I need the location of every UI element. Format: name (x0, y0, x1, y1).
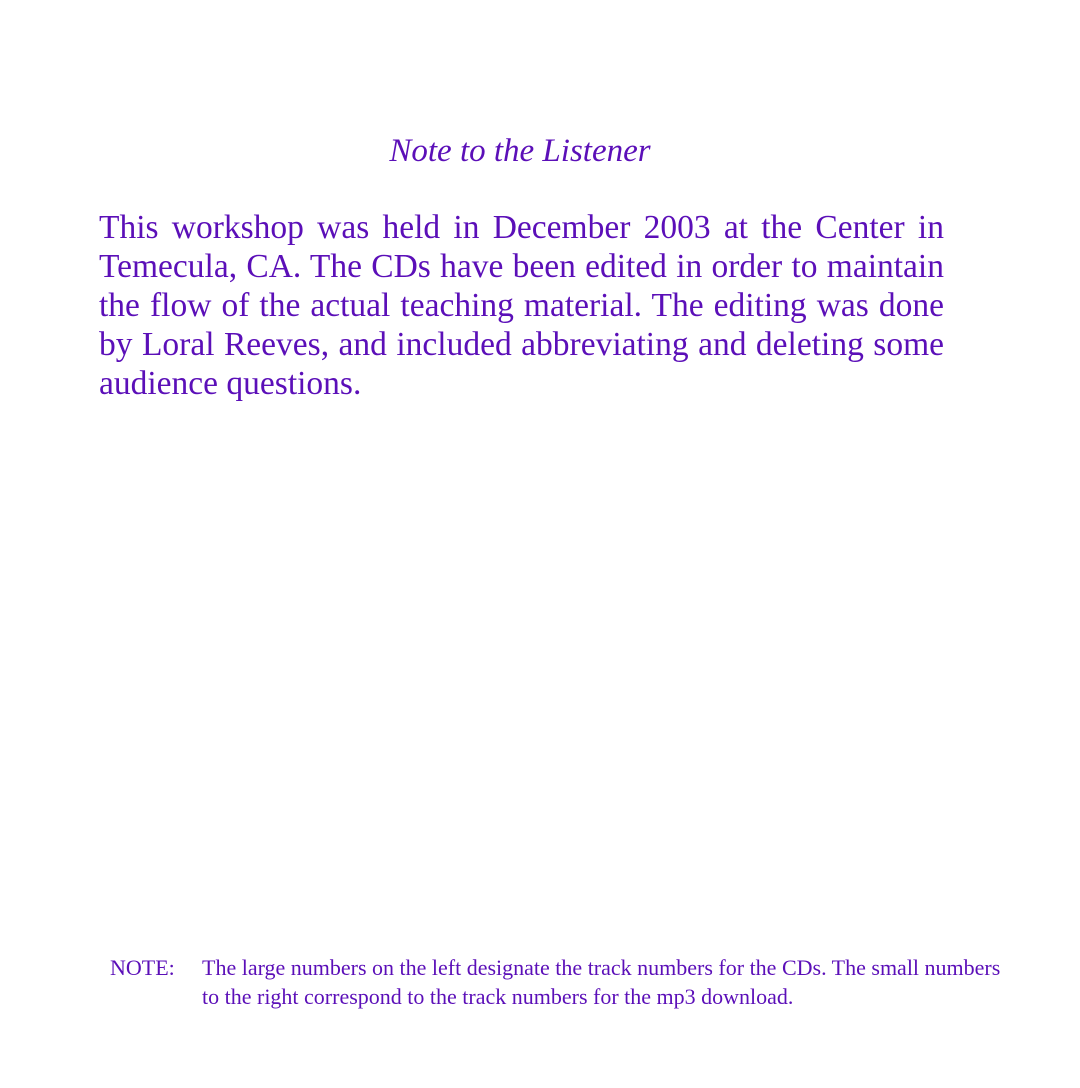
footnote-text: The large numbers on the left designate the track numbers for the CDs. The small numbers to the right correspond to the track numbers for the mp3 download. (202, 955, 1001, 1009)
footnote (110, 953, 1010, 1011)
body-paragraph: This workshop was held in December 2003 at the Center in Temecula, CA. The CDs have been edited in order to maintain the flow of the actual teaching material. The editing was done by Loral Reeves, and included abbreviating and deleting some audience questions. (99, 209, 944, 402)
footnote-label: NOTE: (110, 955, 175, 980)
page-title: Note to the Listener (389, 133, 651, 169)
